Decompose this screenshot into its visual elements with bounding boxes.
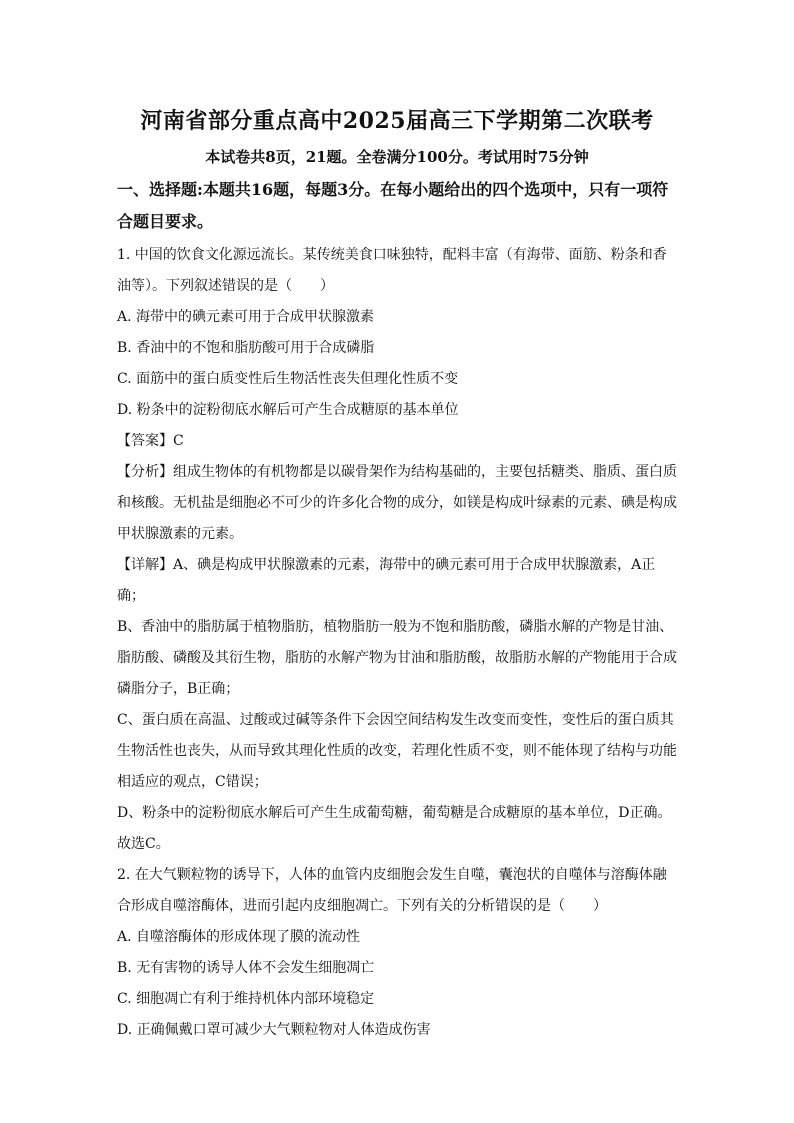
question-1-conclusion: 故选C。 xyxy=(117,836,170,852)
question-2-stem: 2. 在大气颗粒物的诱导下，人体的血管内皮细胞会发生自噬，囊泡状的自噬体与溶酶体融合形成自噬溶酶体，进而引起内皮细胞凋亡。下列有关的分析错误的是（ ） xyxy=(117,867,667,914)
question-1-option-d: D. 粉条中的淀粉彻底水解后可产生合成糖原的基本单位 xyxy=(117,402,459,418)
question-1-option-c: C. 面筋中的蛋白质变性后生物活性丧失但理化性质不变 xyxy=(117,371,459,387)
question-2-option-c: C. 细胞凋亡有利于维持机体内部环境稳定 xyxy=(117,991,375,1007)
question-1-option-b: B. 香油中的不饱和脂肪酸可用于合成磷脂 xyxy=(117,340,375,356)
question-1-detail-a: 【详解】A、碘是构成甲状腺激素的元素，海带中的碘元素可用于合成甲状腺激素，A正确； xyxy=(117,557,656,604)
question-2-option-d: D. 正确佩戴口罩可减少大气颗粒物对人体造成伤害 xyxy=(117,1022,431,1038)
question-1-detail-d: D、粉条中的淀粉彻底水解后可产生生成葡萄糖，葡萄糖是合成糖原的基本单位，D正确。 xyxy=(117,805,672,821)
exam-info: 本试卷共8页，21题。全卷满分100分。考试用时75分钟 xyxy=(205,148,589,166)
question-1-answer: 【答案】C xyxy=(117,433,184,449)
question-1-option-a: A. 海带中的碘元素可用于合成甲状腺激素 xyxy=(117,309,375,325)
question-2-option-a: A. 自噬溶酶体的形成体现了膜的流动性 xyxy=(117,929,361,945)
question-2-option-b: B. 无有害物的诱导人体不会发生细胞凋亡 xyxy=(117,960,375,976)
question-1-analysis: 【分析】组成生物体的有机物都是以碳骨架作为结构基础的，主要包括糖类、脂质、蛋白质和核酸。无机盐是细胞必不可少的许多化合物的成分，如镁是构成叶绿素的元素、碘是构成甲状腺激素的元素。 xyxy=(117,464,677,542)
question-1-detail-c: C、蛋白质在高温、过酸或过碱等条件下会因空间结构发生改变而变性，变性后的蛋白质其生物活性也丧失，从而导致其理化性质的改变，若理化性质不变，则不能体现了结构与功能相适应的观点，C错误； xyxy=(117,712,677,790)
question-1-stem: 1. 中国的饮食文化源远流长。某传统美食口味独特，配料丰富（有海带、面筋、粉条和香油等）。下列叙述错误的是（ ） xyxy=(117,247,667,294)
exam-content xyxy=(117,174,677,1046)
page-title: 河南省部分重点高中2025届高三下学期第二次联考 xyxy=(140,108,654,134)
section-heading: 一、选择题:本题共16题，每题3分。在每小题给出的四个选项中，只有一项符合题目要求。 xyxy=(117,180,669,231)
question-1-detail-b: B、香油中的脂肪属于植物脂肪，植物脂肪一般为不饱和脂肪酸，磷脂水解的产物是甘油、脂肪酸、磷酸及其衍生物，脂肪的水解产物为甘油和脂肪酸，故脂肪水解的产物能用于合成磷脂分子，B正确； xyxy=(117,619,677,697)
